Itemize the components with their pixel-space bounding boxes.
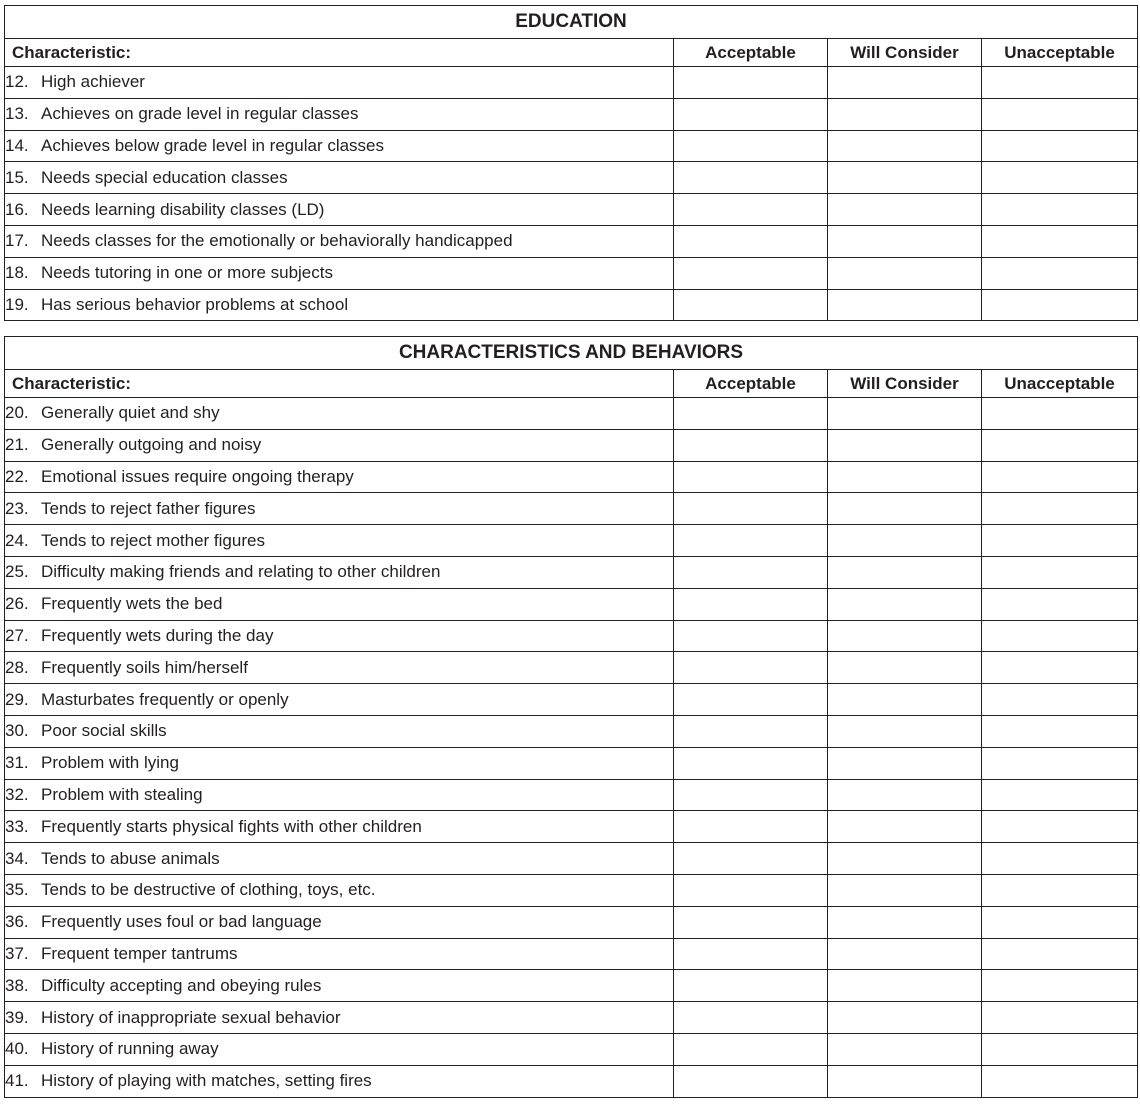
acceptable-checkbox-cell[interactable] — [674, 493, 828, 525]
item-text: Tends to abuse animals — [41, 848, 220, 868]
item-number: 28. — [5, 657, 29, 677]
characteristic-cell — [5, 429, 674, 461]
unacceptable-checkbox-cell[interactable] — [982, 461, 1138, 493]
characteristic-cell — [5, 98, 674, 130]
acceptable-checkbox-cell[interactable] — [674, 684, 828, 716]
item-number: 13. — [5, 104, 29, 124]
table-row — [5, 556, 1138, 588]
item-number: 40. — [5, 1039, 29, 1059]
characteristic-cell — [5, 461, 674, 493]
acceptable-checkbox-cell[interactable] — [674, 525, 828, 557]
table-row — [5, 461, 1138, 493]
item-text: Frequently starts physical fights with other children — [41, 816, 422, 836]
item-text: Frequently wets during the day — [41, 625, 274, 645]
will-consider-checkbox-cell[interactable] — [828, 525, 982, 557]
characteristic-cell — [5, 225, 674, 257]
will-consider-checkbox-cell[interactable] — [828, 493, 982, 525]
table-row — [5, 747, 1138, 779]
item-text: Achieves on grade level in regular classes — [41, 104, 359, 124]
will-consider-checkbox-cell[interactable] — [828, 556, 982, 588]
characteristics-table — [4, 336, 1138, 1098]
characteristic-cell — [5, 556, 674, 588]
item-number: 39. — [5, 1007, 29, 1027]
characteristic-cell — [5, 747, 674, 779]
unacceptable-checkbox-cell[interactable] — [982, 556, 1138, 588]
column-header-unacceptable: Unacceptable — [982, 370, 1138, 398]
will-consider-checkbox-cell[interactable] — [828, 98, 982, 130]
unacceptable-checkbox-cell[interactable] — [982, 67, 1138, 99]
item-number: 38. — [5, 975, 29, 995]
item-text: Frequently uses foul or bad language — [41, 912, 322, 932]
acceptable-checkbox-cell[interactable] — [674, 1033, 828, 1065]
item-number: 34. — [5, 848, 29, 868]
table-row — [5, 98, 1138, 130]
will-consider-checkbox-cell[interactable] — [828, 398, 982, 430]
education-rows — [5, 67, 1138, 321]
item-number: 19. — [5, 294, 29, 314]
item-text: Needs classes for the emotionally or behaviorally handicapped — [41, 231, 513, 251]
item-text: Needs learning disability classes (LD) — [41, 199, 325, 219]
acceptable-checkbox-cell[interactable] — [674, 461, 828, 493]
item-text: Needs tutoring in one or more subjects — [41, 263, 333, 283]
characteristic-cell — [5, 970, 674, 1002]
table-row — [5, 811, 1138, 843]
unacceptable-checkbox-cell[interactable] — [982, 225, 1138, 257]
table-row — [5, 429, 1138, 461]
unacceptable-checkbox-cell[interactable] — [982, 843, 1138, 875]
acceptable-checkbox-cell[interactable] — [674, 747, 828, 779]
table-row — [5, 588, 1138, 620]
item-text: History of running away — [41, 1039, 219, 1059]
table-row — [5, 843, 1138, 875]
will-consider-checkbox-cell[interactable] — [828, 906, 982, 938]
item-number: 22. — [5, 466, 29, 486]
acceptable-checkbox-cell[interactable] — [674, 652, 828, 684]
acceptable-checkbox-cell[interactable] — [674, 970, 828, 1002]
item-text: Tends to be destructive of clothing, toys, etc. — [41, 880, 376, 900]
column-header-acceptable: Acceptable — [674, 370, 828, 398]
unacceptable-checkbox-cell[interactable] — [982, 874, 1138, 906]
item-text: Achieves below grade level in regular classes — [41, 135, 385, 155]
item-number: 29. — [5, 689, 29, 709]
item-number: 25. — [5, 562, 29, 582]
table-row — [5, 225, 1138, 257]
will-consider-checkbox-cell[interactable] — [828, 843, 982, 875]
table-row — [5, 1033, 1138, 1065]
column-header-characteristic: Characteristic: — [5, 39, 674, 67]
unacceptable-checkbox-cell[interactable] — [982, 257, 1138, 289]
unacceptable-checkbox-cell[interactable] — [982, 1065, 1138, 1097]
table-row — [5, 398, 1138, 430]
table-row — [5, 130, 1138, 162]
will-consider-checkbox-cell[interactable] — [828, 225, 982, 257]
acceptable-checkbox-cell[interactable] — [674, 257, 828, 289]
acceptable-checkbox-cell[interactable] — [674, 429, 828, 461]
will-consider-checkbox-cell[interactable] — [828, 1065, 982, 1097]
item-number: 12. — [5, 72, 29, 92]
table-row — [5, 970, 1138, 1002]
column-header-unacceptable: Unacceptable — [982, 39, 1138, 67]
column-header-will-consider: Will Consider — [828, 39, 982, 67]
section-title: EDUCATION — [5, 6, 1138, 39]
characteristic-cell — [5, 906, 674, 938]
unacceptable-checkbox-cell[interactable] — [982, 588, 1138, 620]
item-text: History of playing with matches, setting fires — [41, 1071, 372, 1091]
item-number: 21. — [5, 435, 29, 455]
characteristic-cell — [5, 194, 674, 226]
table-row — [5, 67, 1138, 99]
will-consider-checkbox-cell[interactable] — [828, 811, 982, 843]
will-consider-checkbox-cell[interactable] — [828, 130, 982, 162]
item-number: 15. — [5, 167, 29, 187]
unacceptable-checkbox-cell[interactable] — [982, 715, 1138, 747]
table-row — [5, 257, 1138, 289]
will-consider-checkbox-cell[interactable] — [828, 588, 982, 620]
unacceptable-checkbox-cell[interactable] — [982, 1033, 1138, 1065]
item-number: 31. — [5, 753, 29, 773]
item-text: Difficulty making friends and relating to other children — [41, 562, 441, 582]
acceptable-checkbox-cell[interactable] — [674, 130, 828, 162]
will-consider-checkbox-cell[interactable] — [828, 162, 982, 194]
unacceptable-checkbox-cell[interactable] — [982, 970, 1138, 1002]
acceptable-checkbox-cell[interactable] — [674, 588, 828, 620]
characteristic-cell — [5, 1065, 674, 1097]
acceptable-checkbox-cell[interactable] — [674, 162, 828, 194]
unacceptable-checkbox-cell[interactable] — [982, 811, 1138, 843]
characteristic-cell — [5, 130, 674, 162]
unacceptable-checkbox-cell[interactable] — [982, 779, 1138, 811]
acceptable-checkbox-cell[interactable] — [674, 67, 828, 99]
table-row — [5, 620, 1138, 652]
item-number: 23. — [5, 498, 29, 518]
will-consider-checkbox-cell[interactable] — [828, 289, 982, 321]
table-row — [5, 874, 1138, 906]
acceptable-checkbox-cell[interactable] — [674, 938, 828, 970]
item-text: Tends to reject mother figures — [41, 530, 265, 550]
characteristic-cell — [5, 779, 674, 811]
section-title: CHARACTERISTICS AND BEHAVIORS — [5, 337, 1138, 370]
acceptable-checkbox-cell[interactable] — [674, 620, 828, 652]
item-text: History of inappropriate sexual behavior — [41, 1007, 341, 1027]
education-table — [4, 5, 1138, 321]
characteristic-cell — [5, 289, 674, 321]
characteristic-cell — [5, 811, 674, 843]
unacceptable-checkbox-cell[interactable] — [982, 162, 1138, 194]
item-number: 16. — [5, 199, 29, 219]
acceptable-checkbox-cell[interactable] — [674, 874, 828, 906]
unacceptable-checkbox-cell[interactable] — [982, 98, 1138, 130]
characteristic-cell — [5, 652, 674, 684]
item-text: Frequent temper tantrums — [41, 943, 238, 963]
will-consider-checkbox-cell[interactable] — [828, 1002, 982, 1034]
characteristic-cell — [5, 1033, 674, 1065]
will-consider-checkbox-cell[interactable] — [828, 257, 982, 289]
item-text: High achiever — [41, 72, 145, 92]
item-text: Poor social skills — [41, 721, 167, 741]
table-row — [5, 652, 1138, 684]
unacceptable-checkbox-cell[interactable] — [982, 493, 1138, 525]
item-number: 37. — [5, 943, 29, 963]
will-consider-checkbox-cell[interactable] — [828, 970, 982, 1002]
item-number: 33. — [5, 816, 29, 836]
table-row — [5, 938, 1138, 970]
item-number: 32. — [5, 784, 29, 804]
table-row — [5, 906, 1138, 938]
column-header-characteristic: Characteristic: — [5, 370, 674, 398]
will-consider-checkbox-cell[interactable] — [828, 715, 982, 747]
item-number: 41. — [5, 1071, 29, 1091]
item-number: 36. — [5, 912, 29, 932]
unacceptable-checkbox-cell[interactable] — [982, 429, 1138, 461]
table-row — [5, 162, 1138, 194]
characteristics-rows — [5, 398, 1138, 1098]
characteristic-cell — [5, 525, 674, 557]
acceptable-checkbox-cell[interactable] — [674, 398, 828, 430]
acceptable-checkbox-cell[interactable] — [674, 556, 828, 588]
table-row — [5, 525, 1138, 557]
table-row — [5, 493, 1138, 525]
will-consider-checkbox-cell[interactable] — [828, 779, 982, 811]
unacceptable-checkbox-cell[interactable] — [982, 194, 1138, 226]
unacceptable-checkbox-cell[interactable] — [982, 130, 1138, 162]
item-number: 30. — [5, 721, 29, 741]
item-text: Problem with stealing — [41, 784, 203, 804]
characteristic-cell — [5, 684, 674, 716]
item-text: Needs special education classes — [41, 167, 288, 187]
unacceptable-checkbox-cell[interactable] — [982, 938, 1138, 970]
item-text: Emotional issues require ongoing therapy — [41, 466, 354, 486]
characteristic-cell — [5, 398, 674, 430]
item-number: 18. — [5, 263, 29, 283]
will-consider-checkbox-cell[interactable] — [828, 429, 982, 461]
acceptable-checkbox-cell[interactable] — [674, 906, 828, 938]
column-header-acceptable: Acceptable — [674, 39, 828, 67]
table-row — [5, 1065, 1138, 1097]
item-text: Frequently wets the bed — [41, 594, 223, 614]
acceptable-checkbox-cell[interactable] — [674, 779, 828, 811]
item-text: Problem with lying — [41, 753, 179, 773]
item-text: Has serious behavior problems at school — [41, 294, 349, 314]
acceptable-checkbox-cell[interactable] — [674, 811, 828, 843]
characteristic-cell — [5, 938, 674, 970]
will-consider-checkbox-cell[interactable] — [828, 194, 982, 226]
table-row — [5, 289, 1138, 321]
item-number: 24. — [5, 530, 29, 550]
unacceptable-checkbox-cell[interactable] — [982, 747, 1138, 779]
table-row — [5, 715, 1138, 747]
characteristic-cell — [5, 257, 674, 289]
will-consider-checkbox-cell[interactable] — [828, 684, 982, 716]
acceptable-checkbox-cell[interactable] — [674, 1002, 828, 1034]
acceptable-checkbox-cell[interactable] — [674, 98, 828, 130]
acceptable-checkbox-cell[interactable] — [674, 289, 828, 321]
unacceptable-checkbox-cell[interactable] — [982, 398, 1138, 430]
unacceptable-checkbox-cell[interactable] — [982, 684, 1138, 716]
unacceptable-checkbox-cell[interactable] — [982, 1002, 1138, 1034]
item-number: 26. — [5, 594, 29, 614]
will-consider-checkbox-cell[interactable] — [828, 67, 982, 99]
item-text: Difficulty accepting and obeying rules — [41, 975, 322, 995]
characteristic-cell — [5, 588, 674, 620]
acceptable-checkbox-cell[interactable] — [674, 843, 828, 875]
characteristic-cell — [5, 1002, 674, 1034]
item-text: Frequently soils him/herself — [41, 657, 248, 677]
item-text: Generally quiet and shy — [41, 403, 220, 423]
unacceptable-checkbox-cell[interactable] — [982, 652, 1138, 684]
unacceptable-checkbox-cell[interactable] — [982, 906, 1138, 938]
characteristic-cell — [5, 162, 674, 194]
will-consider-checkbox-cell[interactable] — [828, 938, 982, 970]
unacceptable-checkbox-cell[interactable] — [982, 525, 1138, 557]
acceptable-checkbox-cell[interactable] — [674, 225, 828, 257]
item-text: Masturbates frequently or openly — [41, 689, 289, 709]
unacceptable-checkbox-cell[interactable] — [982, 620, 1138, 652]
characteristic-cell — [5, 715, 674, 747]
acceptable-checkbox-cell[interactable] — [674, 194, 828, 226]
will-consider-checkbox-cell[interactable] — [828, 620, 982, 652]
will-consider-checkbox-cell[interactable] — [828, 874, 982, 906]
item-number: 35. — [5, 880, 29, 900]
table-row — [5, 779, 1138, 811]
table-row — [5, 1002, 1138, 1034]
unacceptable-checkbox-cell[interactable] — [982, 289, 1138, 321]
characteristic-cell — [5, 874, 674, 906]
will-consider-checkbox-cell[interactable] — [828, 1033, 982, 1065]
item-number: 27. — [5, 625, 29, 645]
acceptable-checkbox-cell[interactable] — [674, 715, 828, 747]
characteristic-cell — [5, 620, 674, 652]
acceptable-checkbox-cell[interactable] — [674, 1065, 828, 1097]
will-consider-checkbox-cell[interactable] — [828, 747, 982, 779]
item-text: Tends to reject father figures — [41, 498, 256, 518]
characteristic-cell — [5, 67, 674, 99]
item-number: 14. — [5, 135, 29, 155]
column-header-will-consider: Will Consider — [828, 370, 982, 398]
will-consider-checkbox-cell[interactable] — [828, 461, 982, 493]
item-text: Generally outgoing and noisy — [41, 435, 262, 455]
table-row — [5, 194, 1138, 226]
characteristic-cell — [5, 843, 674, 875]
table-row — [5, 684, 1138, 716]
characteristic-cell — [5, 493, 674, 525]
item-number: 20. — [5, 403, 29, 423]
item-number: 17. — [5, 231, 29, 251]
will-consider-checkbox-cell[interactable] — [828, 652, 982, 684]
